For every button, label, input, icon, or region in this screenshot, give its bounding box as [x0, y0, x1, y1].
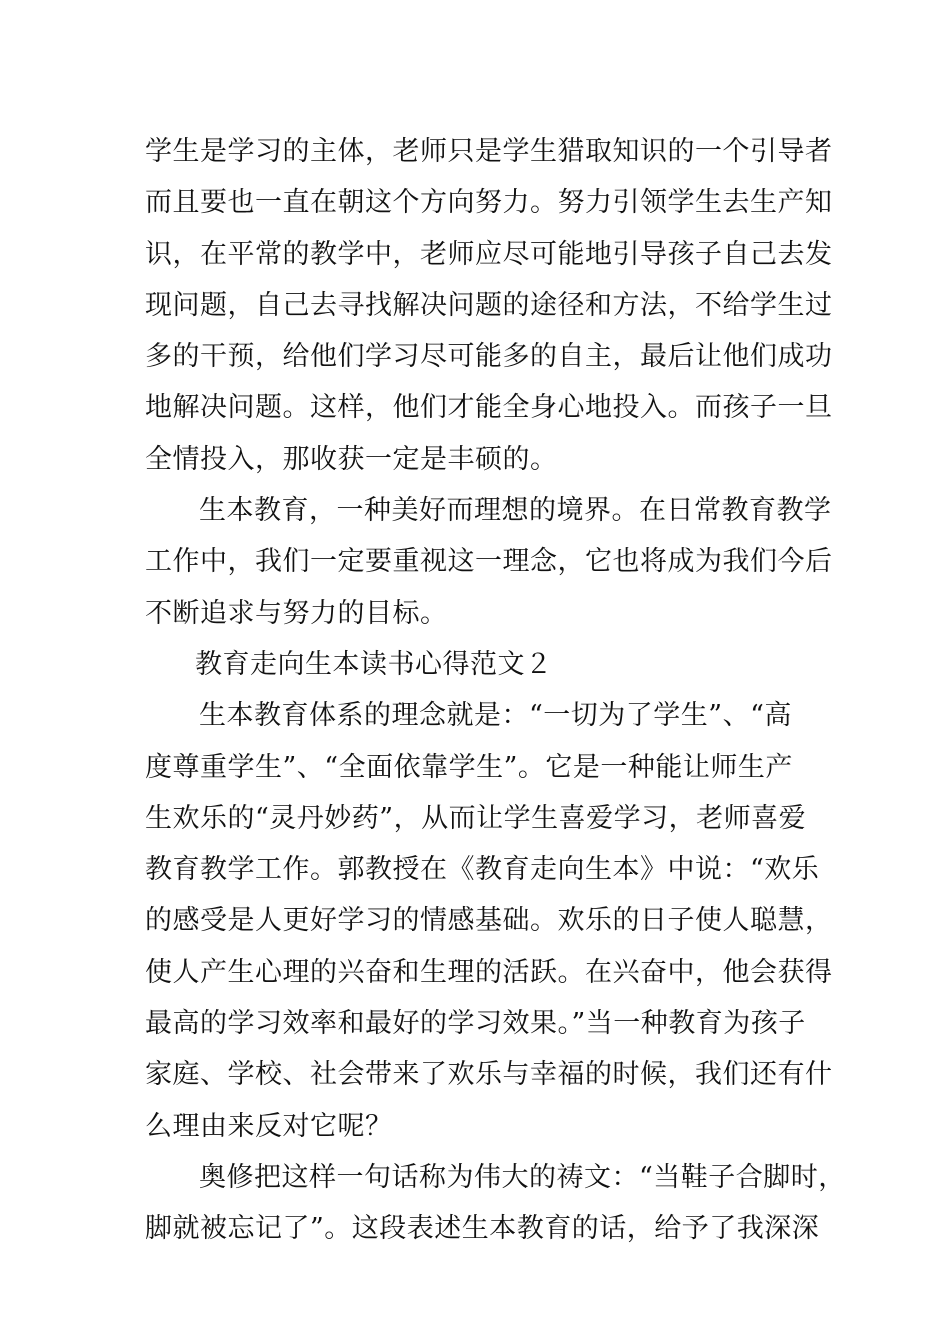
paragraph-line: 的感受是人更好学习的情感基础。欢乐的日子使人聪慧，	[145, 905, 833, 937]
paragraph-first-line: 生本教育体系的理念就是：“一切为了学生”、“高	[199, 700, 792, 732]
paragraph-line: 工作中，我们一定要重视这一理念，它也将成为我们今后	[145, 546, 833, 578]
paragraph-line: 多的干预，给他们学习尽可能多的自主，最后让他们成功	[145, 341, 833, 373]
paragraph-first-line: 生本教育，一种美好而理想的境界。在日常教育教学	[199, 495, 832, 527]
paragraph-line: 教育教学工作。郭教授在《教育走向生本》中说：“欢乐	[145, 854, 820, 886]
paragraph-line: 不断追求与努力的目标。	[145, 597, 448, 629]
paragraph-line: 识，在平常的教学中，老师应尽可能地引导孩子自己去发	[145, 238, 833, 270]
paragraph-line: 度尊重学生”、“全面依靠学生”。它是一种能让师生产	[145, 751, 793, 783]
paragraph-line: 使人产生心理的兴奋和生理的活跃。在兴奋中，他会获得	[145, 956, 833, 988]
paragraph-first-line: 奥修把这样一句话称为伟大的祷文：“当鞋子合脚时，	[199, 1161, 846, 1193]
paragraph-line: 而且要也一直在朝这个方向努力。努力引领学生去生产知	[145, 187, 833, 219]
document-body	[145, 126, 846, 1255]
paragraph-line: 么理由来反对它呢？	[145, 1110, 393, 1142]
paragraph-line: 地解决问题。这样，他们才能全身心地投入。而孩子一旦	[145, 392, 833, 424]
paragraph-line: 脚就被忘记了”。这段表述生本教育的话，给予了我深深	[145, 1213, 820, 1245]
section-heading: 教育走向生本读书心得范文２	[195, 648, 553, 680]
paragraph-line: 生欢乐的“灵丹妙药”，从而让学生喜爱学习，老师喜爱	[145, 802, 807, 834]
paragraph-line: 全情投入，那收获一定是丰硕的。	[145, 443, 558, 475]
paragraph-line: 现问题，自己去寻找解决问题的途径和方法，不给学生过	[145, 289, 833, 321]
paragraph-line: 最高的学习效率和最好的学习效果。”当一种教育为孩子	[145, 1008, 806, 1040]
paragraph-line: 学生是学习的主体，老师只是学生猎取知识的一个引导者	[145, 136, 833, 167]
paragraph-line: 家庭、学校、社会带来了欢乐与幸福的时候，我们还有什	[145, 1059, 833, 1091]
